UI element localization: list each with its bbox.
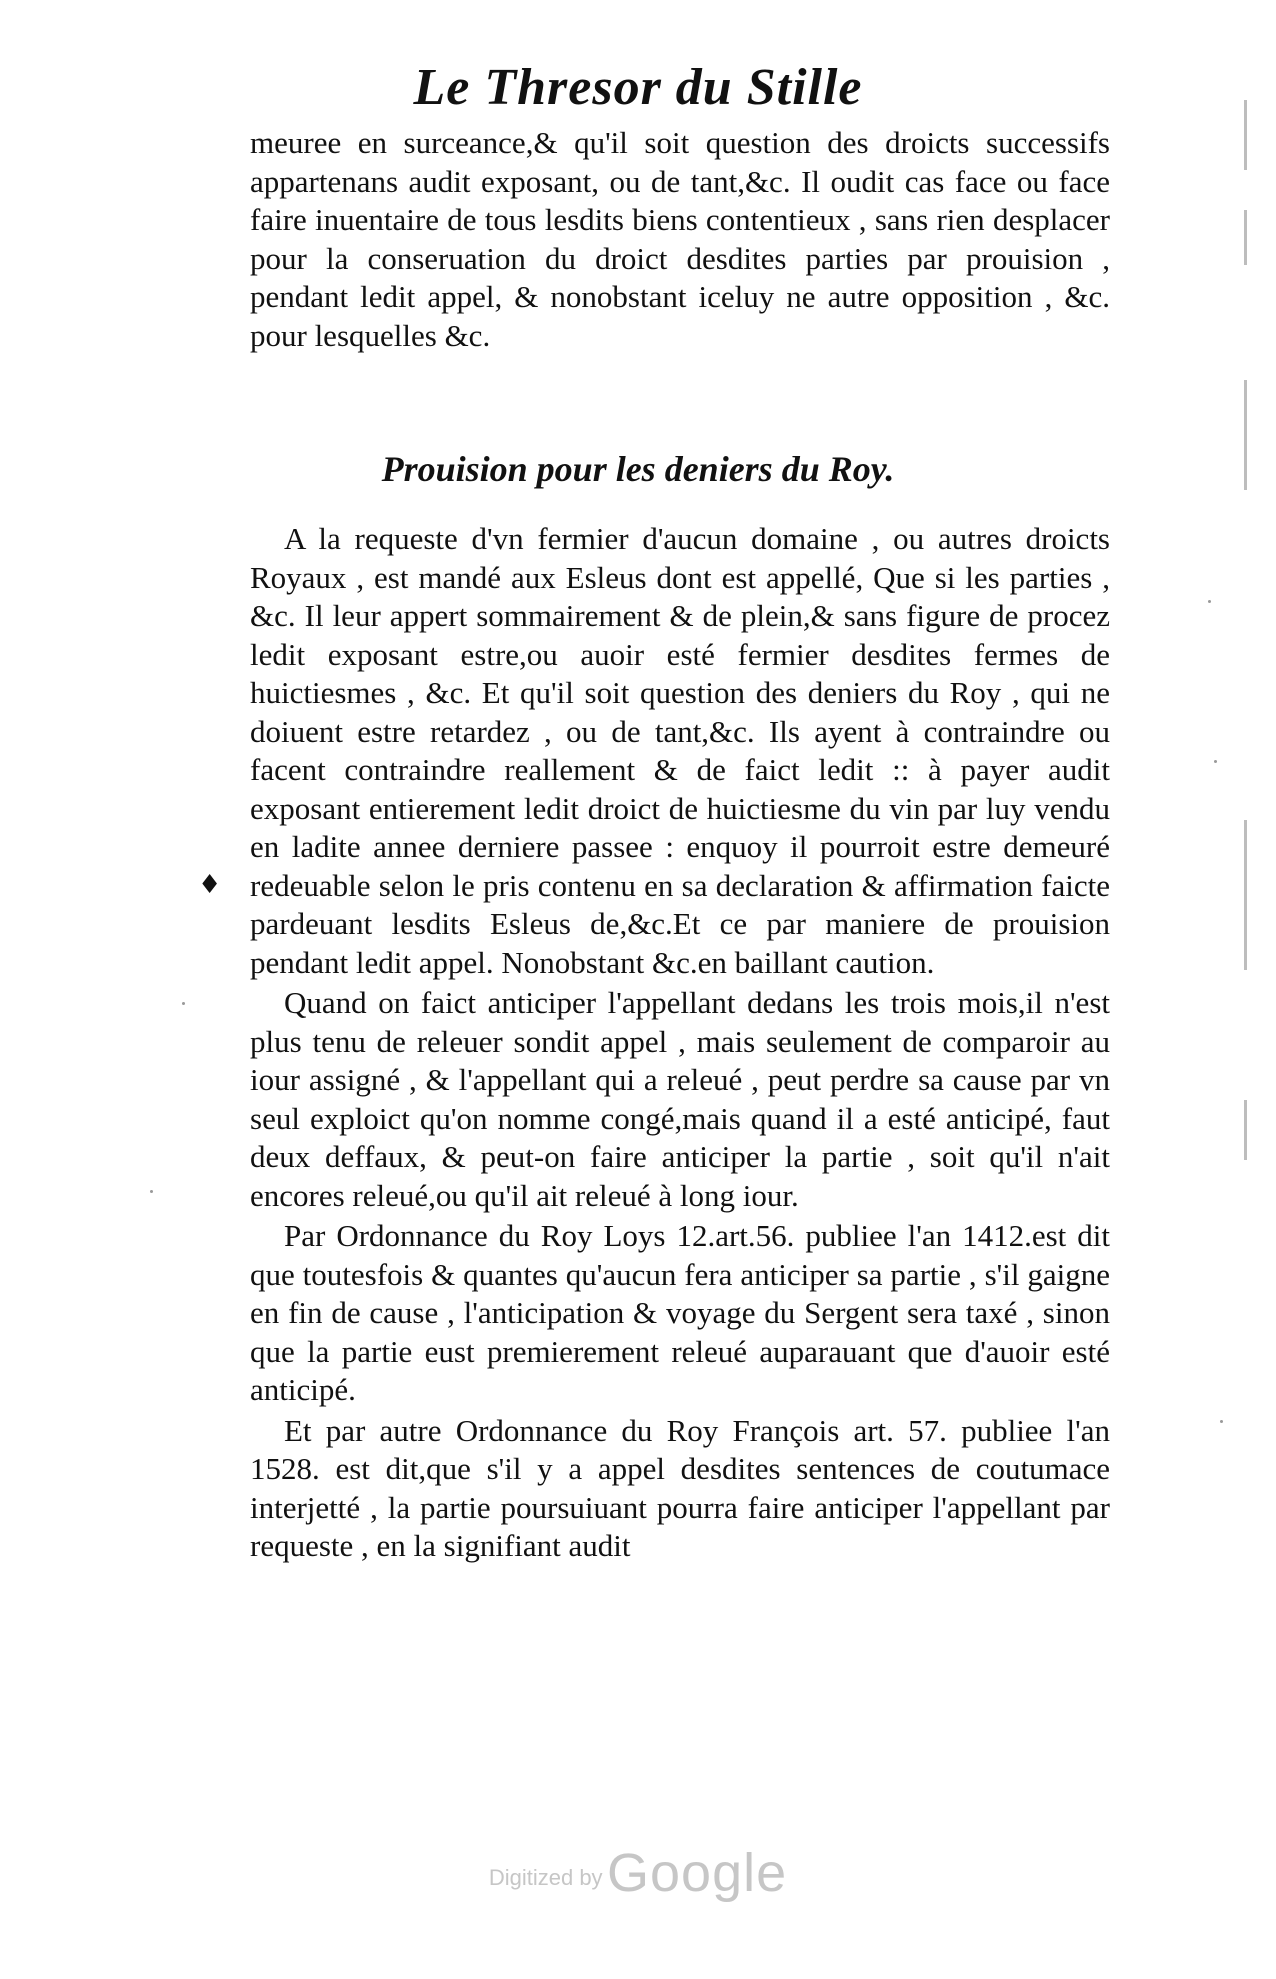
section-heading: Prouision pour les deniers du Roy.: [381, 449, 895, 489]
speck: [150, 1190, 153, 1193]
paragraph: Et par autre Ordonnance du Roy François art. 57. publiee l'an 1528. est dit,que s'il y a appel desdites sentences de coutumace interjetté , la partie poursuiuant pourra faire anticiper l'appellant par requeste , en la signifiant audit: [250, 1412, 1110, 1563]
page-edge-line: [1244, 210, 1247, 265]
digitized-by-google-watermark: [0, 1842, 1276, 1904]
speck: [182, 1002, 185, 1005]
page-edge-line: [1244, 100, 1247, 170]
main-text-block: [250, 520, 1110, 1568]
intro-paragraph: meuree en surceance,& qu'il soit question des droicts successifs appartenans audit exposant, ou de tant,&c. Il oudit cas face ou face faire inuentaire de tous lesdits biens contentieux , sans rien desplacer pour la conseruation du droict desdites parties par prouision , pendant ledit appel, & nonobstant iceluy ne autre opposition , &c. pour lesquelles &c.: [250, 125, 1110, 353]
google-logo: Google: [607, 1843, 788, 1903]
running-head: Le Thresor du Stille: [413, 59, 863, 116]
paragraph: Quand on faict anticiper l'appellant dedans les trois mois,il n'est plus tenu de releuer sondit appel , mais seulement de comparoir au iour assigné , & l'appellant qui a releué , peut perdre sa cause par vn seul exploict qu'on nomme congé,mais quand il a esté anticipé, faut deux deffaux, & peut-on faire anticiper la partie , soit qu'il n'ait encores releué,ou qu'il ait releué à long iour.: [250, 985, 1110, 1213]
page-edge-line: [1244, 1100, 1247, 1160]
paragraph: Par Ordonnance du Roy Loys 12.art.56. publiee l'an 1412.est dit que toutesfois & quantes qu'aucun fera anticiper sa partie , s'il gaigne en fin de cause , l'anticipation & voyage du Sergent sera taxé , sinon que la partie eust premierement releué auparauant que d'auoir esté anticipé.: [250, 1218, 1110, 1407]
paragraph: A la requeste d'vn fermier d'aucun domaine , ou autres droicts Royaux , est mandé aux Esleus dont est appellé, Que si les parties , &c. Il leur appert sommairement & de plein,& sans figure de procez ledit exposant estre,ou auoir esté fermier desdites fermes de huictiesmes , &c. Et qu'il soit question des deniers du Roy , qui ne doiuent estre retardez , ou de tant,&c. Ils ayent à contraindre ou facent contraindre reallement & de faict ledit :: à payer audit exposant entierement ledit droict de huictiesme du vin par luy vendu en ladite annee derniere passee : enquoy il pourroit estre demeuré redeuable selon le pris contenu en sa declaration & affirmation faicte pardeuant lesdits Esleus de,&c.Et ce par maniere de prouision pendant ledit appel. Nonobstant &c.en baillant caution.: [250, 521, 1110, 980]
speck: [1208, 600, 1211, 603]
page-edge-line: [1244, 380, 1247, 490]
page-edge-line: [1244, 820, 1247, 970]
margin-bullet-icon: ♦: [198, 870, 222, 900]
watermark-prefix: Digitized by: [488, 1865, 603, 1890]
intro-text-block: [250, 124, 1110, 355]
speck: [1220, 1420, 1223, 1423]
speck: [1214, 760, 1217, 763]
